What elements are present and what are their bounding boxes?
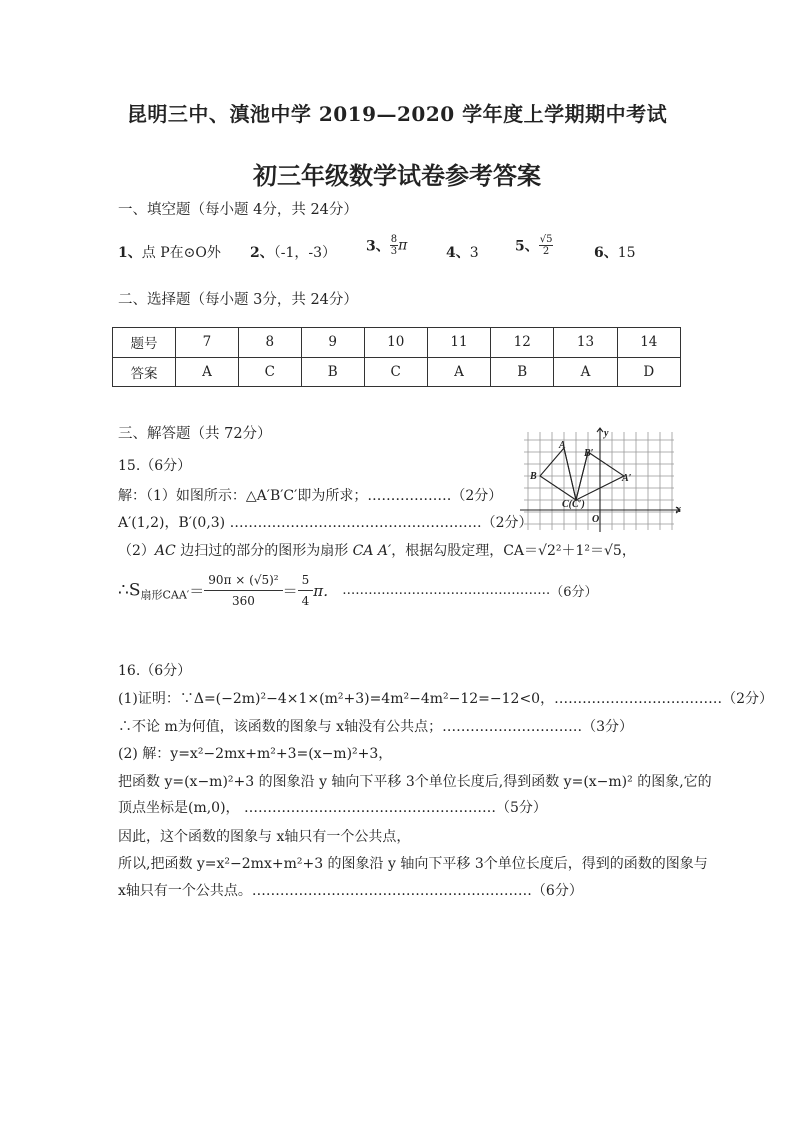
- table-cell: 7: [176, 328, 239, 358]
- q16-line4: 把函数 y=(x−m)²+3 的图象沿 y 轴向下平移 3个单位长度后,得到函数 y=(x−m)² 的图象,它的: [118, 774, 712, 790]
- q15-title: 15.（6分）: [118, 458, 192, 474]
- q16-line8: x轴只有一个公共点。……………………………………………………（6分）: [118, 883, 583, 899]
- q16-title: 16.（6分）: [118, 663, 192, 679]
- table-cell: 11: [427, 328, 490, 358]
- table-cell: D: [617, 357, 680, 387]
- table-cell: 12: [491, 328, 554, 358]
- choice-answer-table: [112, 327, 681, 387]
- row-label-answer: 答案: [113, 357, 176, 387]
- row-label-number: 题号: [113, 328, 176, 358]
- table-cell: 8: [238, 328, 301, 358]
- q15-line3: （2）AC 边扫过的部分的图形为扇形 CA A′，根据勾股定理，CA＝√2²＋1²＝√5，: [118, 543, 636, 559]
- section2-heading: 二、选择题（每小题 3分，共 24分）: [118, 292, 358, 308]
- section1-heading: 一、填空题（每小题 4分，共 24分）: [118, 202, 358, 218]
- coordinate-grid-figure: [518, 426, 684, 534]
- label-C: C(C′): [562, 499, 585, 510]
- fill-answer-6: 6、15: [594, 245, 636, 261]
- label-B-prime: B′: [584, 448, 594, 459]
- table-cell: A: [554, 357, 617, 387]
- table-cell: A: [427, 357, 490, 387]
- table-cell: B: [301, 357, 364, 387]
- q15-line1: 解：（1）如图所示：△A′B′C′即为所求；………………（2分）: [118, 488, 503, 504]
- table-cell: C: [238, 357, 301, 387]
- label-y-axis: y: [604, 428, 609, 439]
- table-cell: 10: [364, 328, 427, 358]
- table-cell: A: [176, 357, 239, 387]
- table-row-numbers: [113, 328, 681, 358]
- label-B: B: [530, 471, 537, 482]
- table-row-answers: [113, 357, 681, 387]
- exam-title: 昆明三中、滇池中学 2019—2020 学年度上学期期中考试: [126, 102, 668, 126]
- section3-heading: 三、解答题（共 72分）: [118, 426, 272, 442]
- fill-answer-1: 1、点 P在⊙O外: [118, 245, 221, 261]
- answer-key-title: 初三年级数学试卷参考答案: [253, 161, 541, 190]
- q16-line1: (1)证明：∵Δ=(−2m)²−4×1×(m²+3)=4m²−4m²−12=−12<0，………………………………（2分）: [118, 691, 774, 707]
- q15-line4-formula: $\therefore S_{扇形CAA'}=$ $\frac{\text{90π × (√5)²}}{360}$ ＝ $\frac{5}{4}$ π． …………………………………………（6分）: [118, 570, 598, 611]
- table-cell: 9: [301, 328, 364, 358]
- q16-line7: 所以,把函数 y=x²−2mx+m²+3 的图象沿 y 轴向下平移 3个单位长度后，得到的函数的图象与: [118, 856, 708, 872]
- fill-answer-3: 3、 $\frac{8}{3}$ π: [366, 234, 408, 257]
- label-A-prime: A′: [622, 473, 632, 484]
- q16-line6: 因此，这个函数的图象与 x轴只有一个公共点，: [118, 829, 411, 845]
- q16-line3: (2) 解：y=x²−2mx+m²+3=(x−m)²+3，: [118, 746, 393, 762]
- table-cell: C: [364, 357, 427, 387]
- q16-line2: ∴不论 m为何值，该函数的图象与 x轴没有公共点；…………………………（3分）: [118, 719, 633, 735]
- q15-line2: A′(1,2)，B′(0,3) ………………………………………………（2分）: [118, 515, 533, 531]
- label-O: O: [592, 514, 600, 525]
- fill-answer-2: 2、（-1，-3）: [250, 245, 337, 261]
- fill-answer-5: 5、 $\frac{√5}{2}$: [515, 234, 553, 257]
- table-cell: B: [491, 357, 554, 387]
- q16-line5: 顶点坐标是(m,0)， ………………………………………………（5分）: [118, 800, 547, 816]
- fill-answer-4: 4、3: [446, 245, 479, 261]
- table-cell: 13: [554, 328, 617, 358]
- label-x-axis: x: [676, 504, 681, 515]
- label-A: A: [559, 440, 566, 451]
- table-cell: 14: [617, 328, 680, 358]
